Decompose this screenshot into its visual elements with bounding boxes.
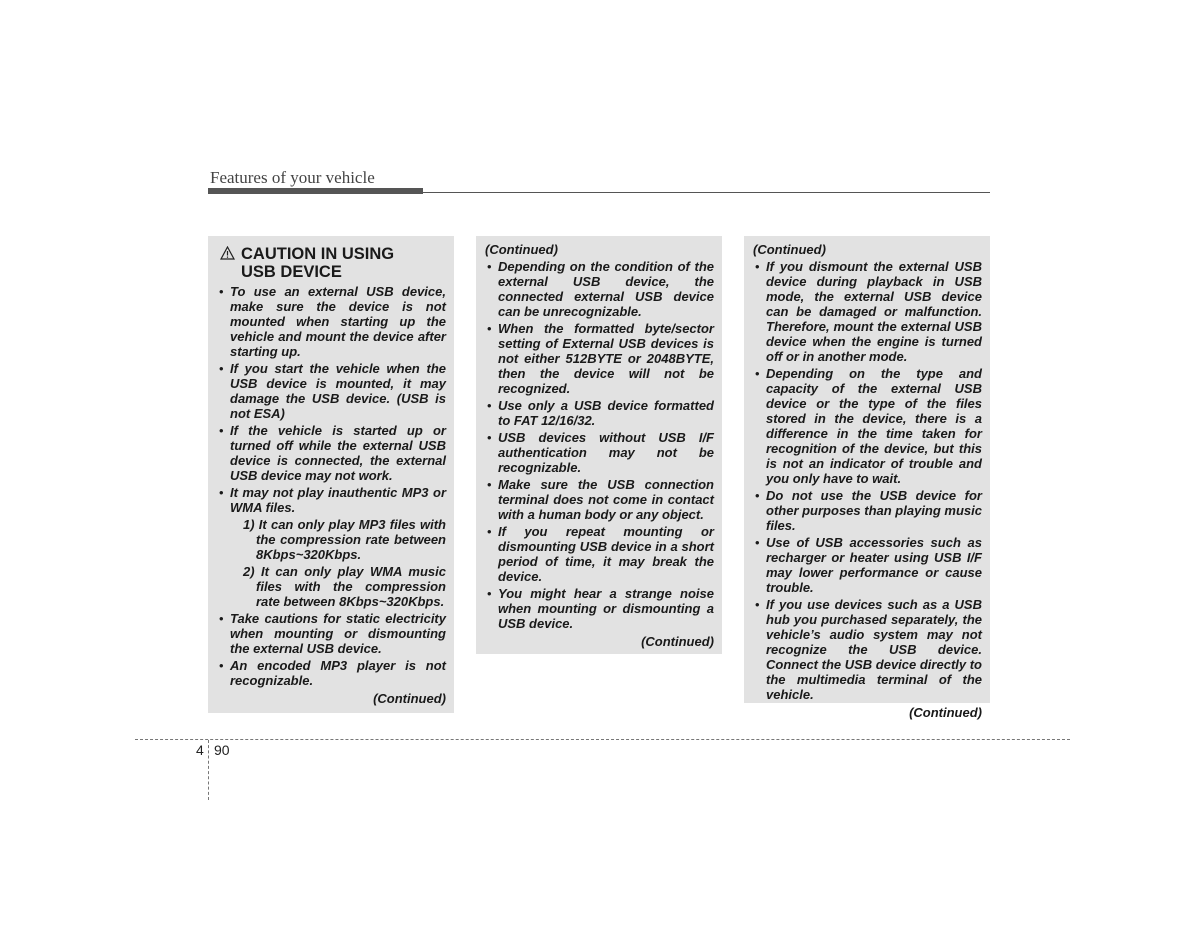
- caution-list-1b: [217, 611, 446, 688]
- caution-panel-2: [476, 236, 722, 654]
- footer-divider: [208, 740, 209, 800]
- sub-item: 2) It can only play WMA music files with the compression rate between 8Kbps~320Kbps.: [243, 564, 446, 609]
- caution-panel-3: [744, 236, 990, 720]
- continued-label: (Continued): [909, 705, 982, 720]
- caution-list-2: [485, 259, 714, 631]
- list-item: • If you dismount the external USB device during playback in USB mode, the external USB device can be damaged or malfunction. Therefore, mount the external USB device when the engine is turned off or in another mode.: [755, 259, 982, 364]
- page-header-title: Features of your vehicle: [210, 168, 375, 187]
- caution-list-3: [753, 259, 982, 702]
- list-item: • If you repeat mounting or dismounting USB device in a short period of time, it may break the device.: [487, 524, 714, 584]
- list-item: • If the vehicle is started up or turned off while the external USB device is connected, the external USB device may not work.: [219, 423, 446, 483]
- page-number: 90: [214, 742, 230, 758]
- caution-list-1: [217, 284, 446, 515]
- sub-item: 1) It can only play MP3 files with the compression rate between 8Kbps~320Kbps.: [243, 517, 446, 562]
- list-item: • If you start the vehicle when the USB device is mounted, it may damage the USB device. (USB is not ESA): [219, 361, 446, 421]
- continued-label: (Continued): [641, 634, 714, 649]
- list-item: • You might hear a strange noise when mounting or dismounting a USB device.: [487, 586, 714, 631]
- caution-panel-1: [208, 236, 454, 713]
- list-item: • Use of USB accessories such as recharger or heater using USB I/F may lower performance or cause trouble.: [755, 535, 982, 595]
- header-rule: [210, 192, 990, 193]
- caution-heading: [217, 245, 446, 281]
- list-item: • Use only a USB device formatted to FAT 12/16/32.: [487, 398, 714, 428]
- caution-title-line1: CAUTION IN USING: [241, 245, 395, 263]
- continued-label: (Continued): [373, 691, 446, 706]
- footer-rule: [135, 739, 1070, 740]
- list-item: • Take cautions for static electricity when mounting or dismounting the external USB device.: [219, 611, 446, 656]
- continued-top-label: (Continued): [753, 242, 826, 257]
- list-item: • Depending on the condition of the external USB device, the connected external USB device can be unrecognizable.: [487, 259, 714, 319]
- list-item: • To use an external USB device, make sure the device is not mounted when starting up the vehicle and mount the device after starting up.: [219, 284, 446, 359]
- warning-triangle-icon: [220, 246, 235, 260]
- list-item: • When the formatted byte/sector setting of External USB devices is not either 512BYTE or 2048BYTE, then the device will not be recognized.: [487, 321, 714, 396]
- section-number: 4: [196, 742, 204, 758]
- list-item: • USB devices without USB I/F authentication may not be recognizable.: [487, 430, 714, 475]
- list-item: • Depending on the type and capacity of the external USB device or the type of the files stored in the device, there is a difference in the time taken for recognition of the device, but this is not an indicator of trouble and you only have to wait.: [755, 366, 982, 486]
- header-rule-accent: [208, 188, 423, 194]
- caution-title-line2: USB DEVICE: [241, 263, 342, 281]
- list-item: • If you use devices such as a USB hub you purchased separately, the vehicle’s audio system may not recognize the USB device. Connect the USB device directly to the multimedia terminal of the vehicle.: [755, 597, 982, 702]
- continued-top-label: (Continued): [485, 242, 558, 257]
- list-item: • An encoded MP3 player is not recognizable.: [219, 658, 446, 688]
- list-item: • Make sure the USB connection terminal does not come in contact with a human body or any object.: [487, 477, 714, 522]
- list-item: • It may not play inauthentic MP3 or WMA files.: [219, 485, 446, 515]
- list-item: • Do not use the USB device for other purposes than playing music files.: [755, 488, 982, 533]
